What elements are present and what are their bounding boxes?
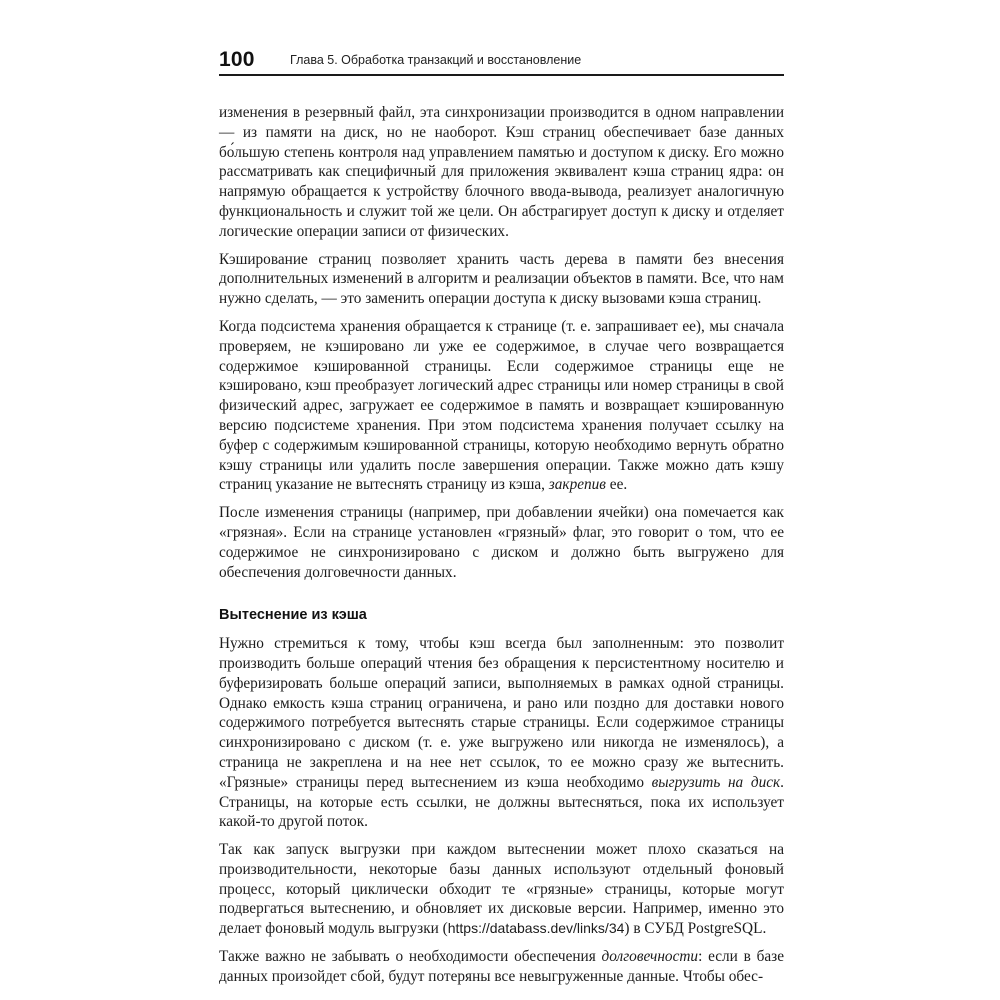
page-number: 100: [219, 48, 255, 71]
paragraph-5-end: . Страницы, на которые есть ссылки, не должны вытесняться, пока их использует какой-то другой поток.: [219, 773, 784, 831]
paragraph-3-text: Когда подсистема хранения обращается к странице (т. е. запрашивает ее), мы сначала проверяем, не кэшировано ли уже ее содержимое, в случае чего возвращается содержимое кэшированной страницы. Если содержимое страницы еще не кэшировано, кэш преобразует логический адрес страницы или номер страницы в свой физический адрес, загружает ее содержимое в память и возвращает кэшированную версию подсистеме хранения. При этом подсистема хранения получает ссылку на буфер с содержимым кэшированной страницы, которую необходимо вернуть обратно кэшу страницы или удалить после завершения операции. Также можно дать кэшу страниц указание не вытеснять страницу из кэша,: [219, 317, 784, 494]
emphasis-term: закрепив: [548, 476, 606, 494]
chapter-title: Глава 5. Обработка транзакций и восстановление: [290, 53, 582, 67]
emphasis-term: выгрузить на диск: [651, 773, 781, 791]
page-body: [219, 103, 784, 995]
section-heading: Вытеснение из кэша: [219, 607, 367, 624]
header-rule: [219, 74, 784, 76]
paragraph-5: [219, 634, 784, 832]
reference-link[interactable]: https://databass.dev/links/34: [447, 920, 625, 937]
paragraph-7: [219, 947, 784, 987]
paragraph-2: Кэширование страниц позволяет хранить часть дерева в памяти без внесения дополнительных изменений в алгоритм и реализации объектов в памяти. Все, что нам нужно сделать, — это заменить операции доступа к диску вызовами кэша страниц.: [219, 250, 784, 308]
paragraph-6-end: ) в СУБД PostgreSQL.: [624, 920, 767, 938]
emphasis-term: долговечности: [601, 948, 699, 966]
paragraph-4: После изменения страницы (например, при добавлении ячейки) она помечается как «грязная». Если на странице установлен «грязный» флаг, это говорит о том, что ее содержимое не синхронизировано с диском и должно быть выгружено для обеспечения долговечности данных.: [219, 504, 784, 581]
paragraph-6-text: Так как запуск выгрузки при каждом вытеснении может плохо сказаться на производительности, некоторые базы данных используют отдельный фоновый процесс, который циклически обходит те «грязные» страницы, которые могут подвергаться вытеснению, и обновляет их дисковые версии. Например, именно это делает фоновый модуль выгрузки (: [219, 841, 784, 938]
paragraph-1: изменения в резервный файл, эта синхронизации производится в одном направлении — из памяти на диск, но не наоборот. Кэш страниц обеспечивает базе данных бо́льшую степень контроля над управлением памятью и доступом к диску. Его можно рассматривать как специфичный для приложения эквивалент кэша страниц ядра: он напрямую обращается к устройству блочного ввода-вывода, реализует аналогичную функциональность и служит той же цели. Он абстрагирует доступ к диску и отделяет логические операции записи от физических.: [219, 104, 784, 240]
paragraph-3: [219, 317, 784, 495]
paragraph-7-text: Также важно не забывать о необходимости обеспечения: [219, 948, 602, 966]
paragraph-7-end: : если в базе данных произойдет сбой, будут потеряны все невыгруженные данные. Чтобы обес-: [219, 948, 784, 985]
paragraph-3-end: ее.: [605, 476, 628, 494]
running-header: [219, 48, 784, 74]
paragraph-6: [219, 840, 784, 939]
paragraph-5-text: Нужно стремиться к тому, чтобы кэш всегда был заполненным: это позволит производить больше операций чтения без обращения к персистентному носителю и буферизировать больше операций записи, выполняемых в рамках одной страницы. Однако емкость кэша страниц ограничена, и рано или поздно для доставки нового содержимого потребуется вытеснять старые страницы. Если содержимое страницы синхронизировано с диском (т. е. уже выгружено или никогда не изменялось), а страница не закреплена и на нее нет ссылок, то ее можно сразу же вытеснить. «Грязные» страницы перед вытеснением из кэша необходимо: [219, 635, 784, 791]
